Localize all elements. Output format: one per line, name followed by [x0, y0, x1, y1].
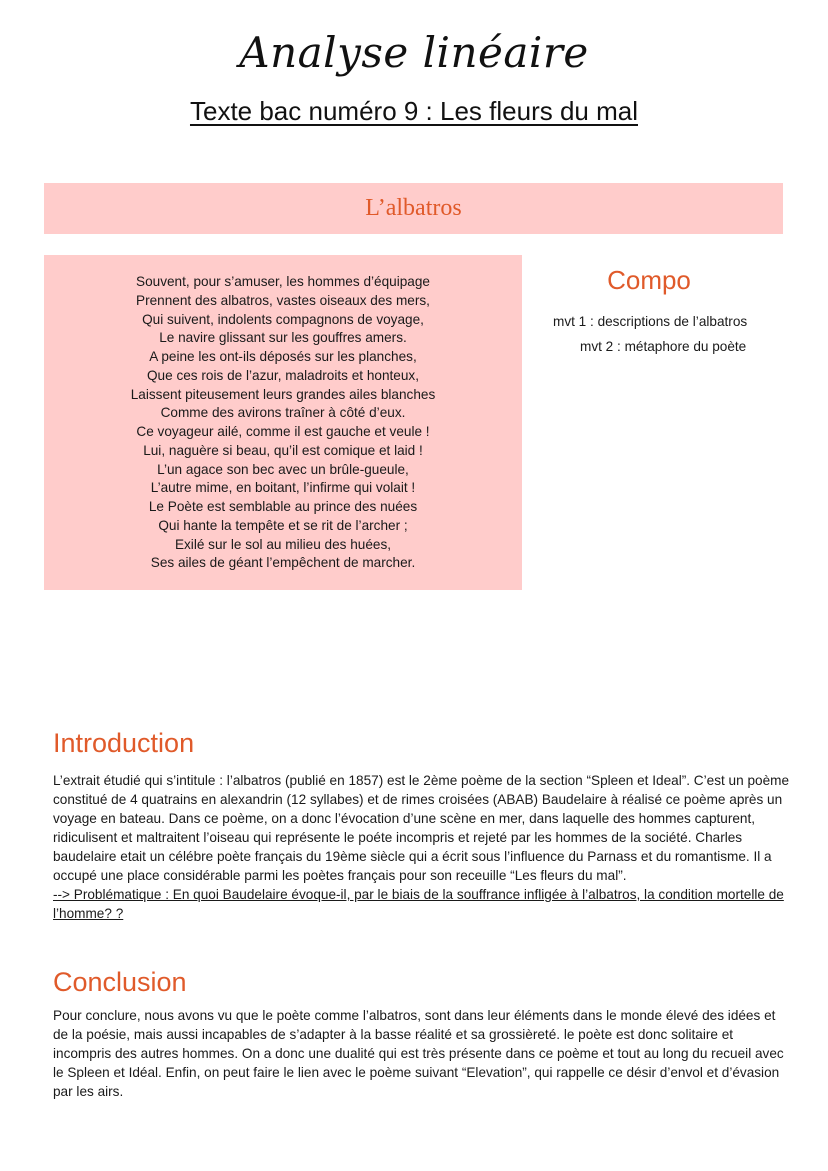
- poem-title: L’albatros: [365, 195, 462, 221]
- poem-line: Que ces rois de l’azur, maladroits et honteux,: [146, 367, 419, 383]
- poem-line: L’un agace son bec avec un brûle-gueule,: [157, 461, 409, 477]
- poem-line: Laissent piteusement leurs grandes ailes blanches: [130, 386, 436, 402]
- poem-line: Comme des avirons traîner à côté d’eux.: [160, 405, 406, 421]
- poem-line: Qui suivent, indolents compagnons de voyage,: [142, 311, 424, 327]
- introduction-paragraph: L’extrait étudié qui s’intitule : l’albatros (publié en 1857) est le 2ème poème de la section “Spleen et Ideal”. C’est un poème constitué de 4 quatrains en alexandrin (12 syllabes) et de rimes croisées (ABAB) Baudelaire à réalisé ce poème après un voyage en bateau. Dans ce poème, on a donc l’évocation d’une scène en mer, dans laquelle des hommes capturent, ridiculisent et maltraitent l’oiseau qui représente le poéte incompris et rejeté par les hommes de la société. Charles baudelaire etait un célébre poète français du 19ème siècle qui a écrit sous l’influence du Parnass et du romantisme. Il a occupé une place considérable parmi les poètes français pour son receuille “Les fleurs du mal”.: [53, 773, 790, 883]
- introduction-heading: Introduction: [53, 728, 195, 758]
- compo-movement-2: mvt 2 : métaphore du poète: [580, 339, 747, 354]
- problematique-text: --> Problématique : En quoi Baudelaire évoque-il, par le biais de la souffrance infligée à l’albatros, la condition mortelle de l’homme? ?: [53, 887, 784, 921]
- page-title: Analyse linéaire: [239, 28, 589, 77]
- poem-line: Le navire glissant sur les gouffres amers.: [159, 330, 407, 346]
- poem-line: Exilé sur le sol au milieu des huées,: [174, 536, 392, 552]
- conclusion-paragraph: Pour conclure, nous avons vu que le poète comme l’albatros, sont dans leur éléments dans le monde élevé des idées et de la poésie, mais aussi incapables de s’adapter à la basse réalité et sa grossièreté. le poète est donc solitaire et incompris des autres hommes. On a donc une dualité qui est très présente dans ce poème et tout au long du recueil avec le Spleen et Idéal. Enfin, on peut faire le lien avec le poème suivant “Elevation”, qui rappelle ce désir d’envol et d’évasion par les airs.: [53, 1008, 784, 1099]
- poem-line: L’autre mime, en boitant, l’infirme qui volait !: [150, 480, 416, 496]
- compo-movement-1: mvt 1 : descriptions de l’albatros: [553, 314, 748, 329]
- poem-line: Souvent, pour s’amuser, les hommes d’équipage: [136, 274, 430, 289]
- page-subtitle: Texte bac numéro 9 : Les fleurs du mal: [189, 96, 638, 126]
- conclusion-heading: Conclusion: [53, 967, 187, 997]
- poem-text-box: [44, 255, 522, 590]
- poem-line: Prennent des albatros, vastes oiseaux des mers,: [136, 292, 430, 308]
- poem-line: A peine les ont-ils déposés sur les planches,: [149, 349, 417, 364]
- poem-line: Lui, naguère si beau, qu’il est comique et laid !: [143, 442, 423, 458]
- poem-line: Qui hante la tempête et se rit de l’archer ;: [158, 517, 408, 533]
- poem-line: Ce voyageur ailé, comme il est gauche et veule !: [136, 424, 430, 439]
- poem-title-band: [44, 183, 783, 234]
- introduction-section: [53, 771, 793, 923]
- poem-line: Le Poète est semblable au prince des nuées: [148, 499, 418, 514]
- poem-line: Ses ailes de géant l’empêchent de marcher.: [150, 555, 416, 571]
- compo-heading: Compo: [607, 265, 691, 295]
